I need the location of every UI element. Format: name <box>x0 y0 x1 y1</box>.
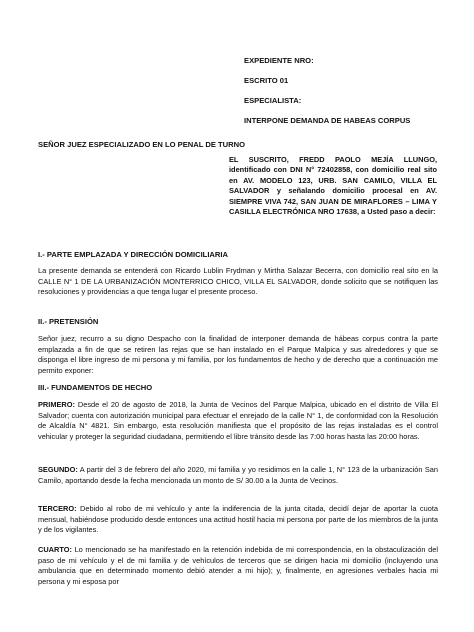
section-2-text: Señor juez, recurro a su digno Despacho con la finalidad de interponer demanda de hábeas corpus contra la parte emplazada a fin de que se retiren las rejas que se han instalado en el Parque Malpica y sus alrededores y que se disponga el libre ingreso de mi persona y mi familia, por los fundamentos de hecho y de derecho que a continuación me permito exponer: <box>38 334 438 376</box>
case-header <box>244 56 464 136</box>
expediente-label: EXPEDIENTE NRO: <box>244 56 314 65</box>
paragraph-primero <box>38 400 438 443</box>
escrito-label: ESCRITO 01 <box>244 76 289 85</box>
section-1-title: I.- PARTE EMPLAZADA Y DIRECCIÓN DOMICILIARIA <box>38 250 228 259</box>
cuarto-lead: CUARTO: <box>38 545 72 554</box>
petitioner-block: EL SUSCRITO, FREDD PAOLO MEJÍA LLUNGO, identificado con DNI N° 72402858, con domicilio real sito en AV. MODELO 123, URB. SAN CAMILO, VILLA EL SALVADOR y señalando domicilio procesal en AV. SIEMPRE VIVA 742, SAN JUAN DE MIRAFLORES – LIMA Y CASILLA ELECTRÓNICA NRO 17638, a Usted paso a decir: <box>229 155 437 217</box>
paragraph-segundo <box>38 465 438 486</box>
tercero-text: Debido al robo de mi vehículo y ante la indiferencia de la junta citada, decidí dejar de aportar la cuota mensual, habiéndose producido desde entonces una actitud hostil hacia mi persona por parte de los miembros de la junta y de los vigilantes. <box>38 504 438 535</box>
addressee-line: SEÑOR JUEZ ESPECIALIZADO EN LO PENAL DE TURNO <box>38 140 246 149</box>
paragraph-cuarto <box>38 545 438 588</box>
segundo-lead: SEGUNDO: <box>38 465 78 474</box>
especialista-label: ESPECIALISTA: <box>244 96 302 105</box>
tercero-lead: TERCERO: <box>38 504 77 513</box>
segundo-text: A partir del 3 de febrero del año 2020, mi familia y yo residimos en la calle 1, N° 123 de la urbanización San Camilo, aportando desde la fecha mencionada un monto de S/ 30.00 a la Junta de Vecinos. <box>38 465 438 485</box>
primero-lead: PRIMERO: <box>38 400 75 409</box>
section-1-text: La presente demanda se entenderá con Ricardo Lublin Frydman y Mirtha Salazar Becerra, con domicilio real sito en la CALLE N° 1 DE LA URBANIZACIÓN MONTERRICO CHICO, VILLA EL SALVADOR, donde solicito que se notifiquen las resoluciones y providencias a que tenga lugar el presente proceso. <box>38 266 438 297</box>
sumilla-label: INTERPONE DEMANDA DE HABEAS CORPUS <box>244 116 411 125</box>
primero-text: Desde el 20 de agosto de 2018, la Junta de Vecinos del Parque Malpica, ubicado en el distrito de Villa El Salvador; cuenta con autorización municipal para efectuar el enrejado de la calle N° 1, de conformidad con la Resolución de Alcaldía N° 4821. Sin embargo, esta resolución manifiesta que el propósito de las rejas instaladas es el control vehicular y proteger la seguridad ciudadana, permitiendo el libre tránsito desde las 7:00 horas hasta las 20:00 horas. <box>38 400 438 442</box>
section-2-title: II.- PRETENSIÓN <box>38 317 99 326</box>
cuarto-text: Lo mencionado se ha manifestado en la retención indebida de mi correspondencia, en la obstaculización del paso de mi vehículo y el de mi familia y de vehículos de terceros que se dirigen hacia mi domicilio (incluyendo una ambulancia que en determinado momento debió atender a mi hijo); y, finalmente, en agresiones verbales hacia mi persona y mi esposa por <box>38 545 438 587</box>
section-3-title: III.- FUNDAMENTOS DE HECHO <box>38 383 153 392</box>
paragraph-tercero <box>38 504 438 536</box>
